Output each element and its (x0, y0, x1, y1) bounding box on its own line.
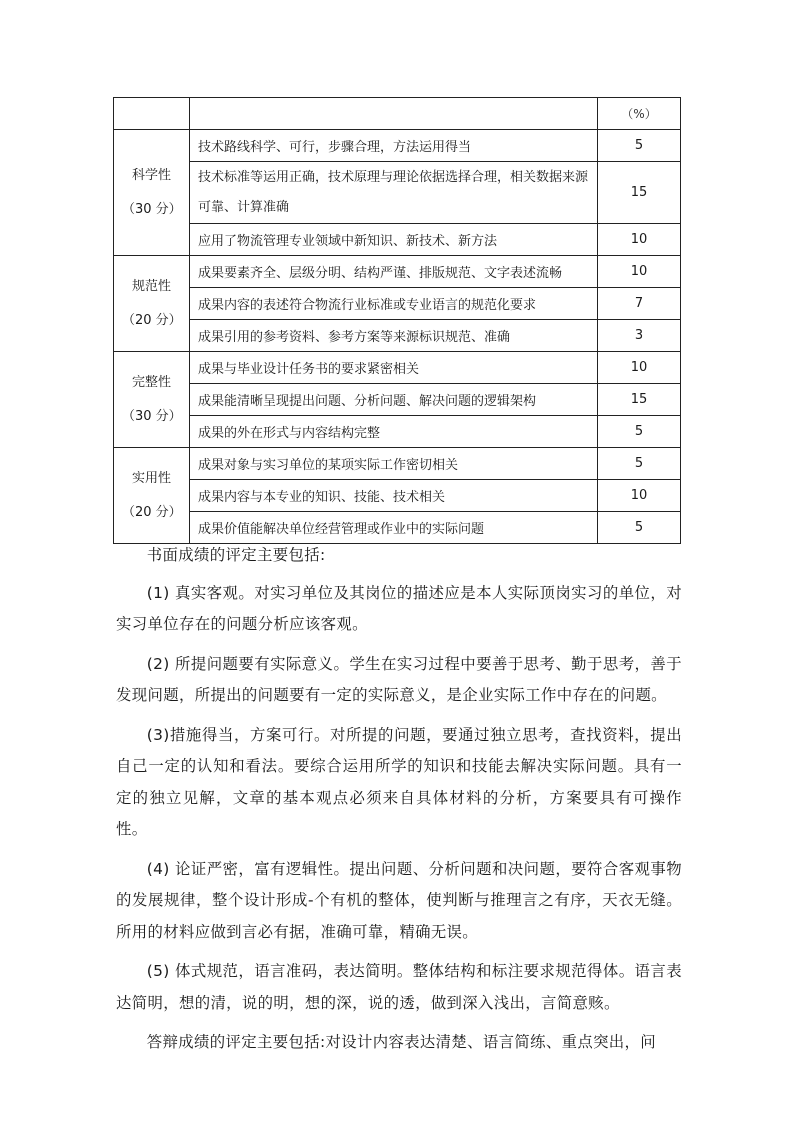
criterion-paragraph: (1) 真实客观。对实习单位及其岗位的描述应是本人实际顶岗实习的单位，对实习单位存在的问题分析应该客观。 (116, 583, 682, 633)
scoring-criteria-table (113, 97, 681, 544)
criterion-text: 成果内容的表述符合物流行业标准或专业语言的规范化要求 (190, 288, 598, 320)
criterion-text: 成果内容与本专业的知识、技能、技术相关 (190, 480, 598, 512)
table-row (114, 224, 681, 256)
table-header-row (114, 98, 681, 130)
criterion-text: 技术标准等运用正确，技术原理与理论依据选择合理，相关数据来源可靠、计算准确 (190, 162, 598, 224)
table-row (114, 352, 681, 384)
criterion-paragraph: (5) 体式规范，语言准码，表达简明。整体结构和标注要求规范得体。语言表达简明，想的清，说的明，想的深，说的透，做到深入浅出，言简意赅。 (116, 962, 682, 1012)
table-row (114, 512, 681, 544)
score-value: 15 (598, 384, 681, 416)
table-row (114, 384, 681, 416)
criterion-text: 成果能清晰呈现提出问题、分析问题、解决问题的逻辑架构 (190, 384, 598, 416)
table-row (114, 320, 681, 352)
category-cell (114, 352, 190, 448)
header-category-cell (114, 98, 190, 130)
table-row (114, 130, 681, 162)
intro-paragraph: 书面成绩的评定主要包括: (146, 546, 326, 564)
table-row (114, 416, 681, 448)
category-name: 完整性 (131, 374, 171, 390)
body-text (116, 540, 682, 1067)
score-value: 5 (598, 512, 681, 544)
score-value: 3 (598, 320, 681, 352)
header-percent-cell: （%） (598, 98, 681, 130)
category-weight: （20 分） (122, 504, 182, 520)
header-content-cell (190, 98, 598, 130)
table-row (114, 480, 681, 512)
score-value: 7 (598, 288, 681, 320)
score-value: 5 (598, 448, 681, 480)
category-weight: （20 分） (122, 312, 182, 328)
category-weight: （30 分） (122, 408, 182, 424)
category-name: 科学性 (131, 167, 171, 183)
table-row (114, 288, 681, 320)
score-value: 10 (598, 224, 681, 256)
score-value: 10 (598, 480, 681, 512)
table-row (114, 448, 681, 480)
category-name: 规范性 (131, 278, 171, 294)
criterion-text: 成果要素齐全、层级分明、结构严谨、排版规范、文字表述流畅 (190, 256, 598, 288)
score-value: 10 (598, 256, 681, 288)
defense-paragraph: 答辩成绩的评定主要包括:对设计内容表达清楚、语言简练、重点突出，问 (146, 1033, 657, 1051)
table-row (114, 256, 681, 288)
criterion-paragraph: (4) 论证严密，富有逻辑性。提出问题、分析问题和决问题，要符合客观事物的发展规律，整个设计形成-个有机的整体，使判断与推理言之有序，天衣无缝。所用的材料应做到言必有据，准确可靠，精确无误。 (116, 859, 682, 941)
score-value: 5 (598, 130, 681, 162)
score-value: 5 (598, 416, 681, 448)
criterion-text: 成果价值能解决单位经营管理或作业中的实际问题 (190, 512, 598, 544)
category-cell (114, 256, 190, 352)
criterion-text: 技术路线科学、可行，步骤合理，方法运用得当 (190, 130, 598, 162)
criterion-paragraph: (2) 所提问题要有实际意义。学生在实习过程中要善于思考、勤于思考，善于发现问题，所提出的问题要有一定的实际意义，是企业实际工作中存在的问题。 (116, 654, 682, 704)
criterion-text: 成果对象与实习单位的某项实际工作密切相关 (190, 448, 598, 480)
category-cell (114, 130, 190, 256)
category-cell (114, 448, 190, 544)
score-value: 10 (598, 352, 681, 384)
table-row (114, 162, 681, 224)
criterion-text: 成果引用的参考资料、参考方案等来源标识规范、准确 (190, 320, 598, 352)
criterion-paragraph: (3)措施得当，方案可行。对所提的问题，要通过独立思考，查找资料，提出自己一定的认知和看法。要综合运用所学的知识和技能去解决实际问题。具有一定的独立见解，文章的基本观点必须来自具体材料的分析，方案要具有可操作性。 (116, 725, 682, 838)
category-weight: （30 分） (122, 201, 182, 217)
criterion-text: 应用了物流管理专业领域中新知识、新技术、新方法 (190, 224, 598, 256)
criterion-text: 成果的外在形式与内容结构完整 (190, 416, 598, 448)
category-name: 实用性 (131, 470, 171, 486)
criterion-text: 成果与毕业设计任务书的要求紧密相关 (190, 352, 598, 384)
score-value: 15 (598, 162, 681, 224)
